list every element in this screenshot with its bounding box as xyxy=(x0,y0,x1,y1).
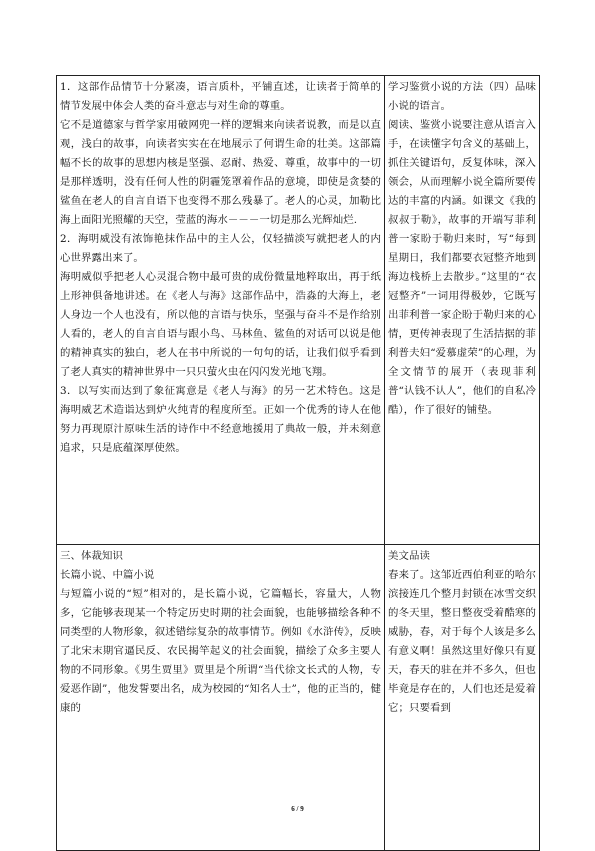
paragraph: 2．海明威没有浓饰艳抹作品中的主人公，仅轻描淡写就把老人的内心世界露出来了。 xyxy=(60,233,381,264)
paragraph: 海明威似乎把老人心灵混合物中最可贵的成份微量地粹取出，再于纸上形神俱备地讲述。在《老人与海》这部作品中，浩淼的大海上，老人身边一个人也没有，所以他的言语与快乐，坚强与奋斗不是作给别人看的，老人的自言自语与跟小鸟、马林鱼、鲨鱼的对话可以说是他的精神真实的独白，老人在书中所说的一句句的话，让我们似乎看到了老人真实的精神世界中一只只萤火虫在闪闪发光地飞翔。 xyxy=(60,271,381,378)
paragraph: 学习鉴赏小说的方法（四）品味小说的语言。 xyxy=(388,81,536,112)
page-number: 6 / 9 xyxy=(291,805,304,813)
paragraph: 阅读、鉴赏小说要注意从语言入手，在读懂字句含义的基础上，抓住关键语句，反复体味，深入领会，从而理解小说全篇所要传达的丰富的内涵。如课文《我的叔叔于勒》，故事的开端写菲利普一家盼于勒归来时，写“每到星期日，我们都要衣冠整齐地到海边栈桥上去散步。”这里的“衣冠整齐”一词用得极妙，它既写出菲利普一家企盼于勒归来的心情，更传神表现了生活拮据的菲利普夫妇“爱慕虚荣”的心理，为全文情节的展开（表现菲利普“认钱不认人”，他们的自私冷酷），作了很好的铺垫。 xyxy=(388,119,536,416)
paragraph: 与短篇小说的“短”相对的，是长篇小说，它篇幅长，容量大，人物多，它能够表现某一个特定历史时期的社会面貌，也能够描绘各种不同类型的人物形象，叙述错综复杂的故事情节。例如《水浒传》，反映了北宋末期官逼民反、农民揭竿起义的社会面貌，描绘了众多主要人物的不同形象。《男生贾里》贾里是个所谓“当代徐文长式的人物，专爱恶作剧”，他发誓要出名，成为校园的“知名人士”，他的正当的，健康的 xyxy=(60,588,381,714)
content-table xyxy=(56,75,540,851)
paragraph: 春来了。这邹近西伯利亚的哈尔滨接连几个整月封锁在冰雪交织的冬天里，整日整夜受着酷寒的威胁，春，对于每个人该是多么有意义啊！虽然这里好像只有夏天，春天的驻在并不多久，但也毕竟是存在的，人们也还是爱着它；只要看到 xyxy=(388,569,536,714)
paragraph: 1．这部作品情节十分紧凑，语言质朴，平铺直述，让读者于简单的情节发展中体会人类的奋斗意志与对生命的尊重。 xyxy=(60,81,381,112)
analysis-cell xyxy=(57,76,385,545)
paragraph: 它不是道德家与哲学家用破网兜一样的逻辑来向读者说教，而是以直观，浅白的故事，向读者实实在在地展示了何谓生命的壮美。这部篇幅不长的故事的思想内核是坚强、忍耐、热爱、尊重，故事中的一切是那样透明，没有任何人性的阴霾笼罩着作品的意境，即使是贪婪的鲨鱼在老人的自言自语下也变得不那么残暴了。老人的心灵，加勒比海上面阳光照耀的天空，莹蓝的海水－－－一切是那么光辉灿烂. xyxy=(60,119,381,226)
table-row xyxy=(57,76,540,545)
method-cell xyxy=(385,76,540,545)
section-heading: 三、体裁知识 xyxy=(60,550,123,562)
section-heading: 美文品读 xyxy=(388,550,430,562)
subheading: 长篇小说、中篇小说 xyxy=(60,569,155,581)
paragraph: 3．以写实而达到了象征寓意是《老人与海》的另一艺术特色。这是海明威艺术造诣达到炉火纯青的程度所至。正如一个优秀的诗人在他努力再现原汁原味生活的诗作中不经意地援用了典故一般，并未刻意追求，只是底蕴深厚使然。 xyxy=(60,385,381,454)
